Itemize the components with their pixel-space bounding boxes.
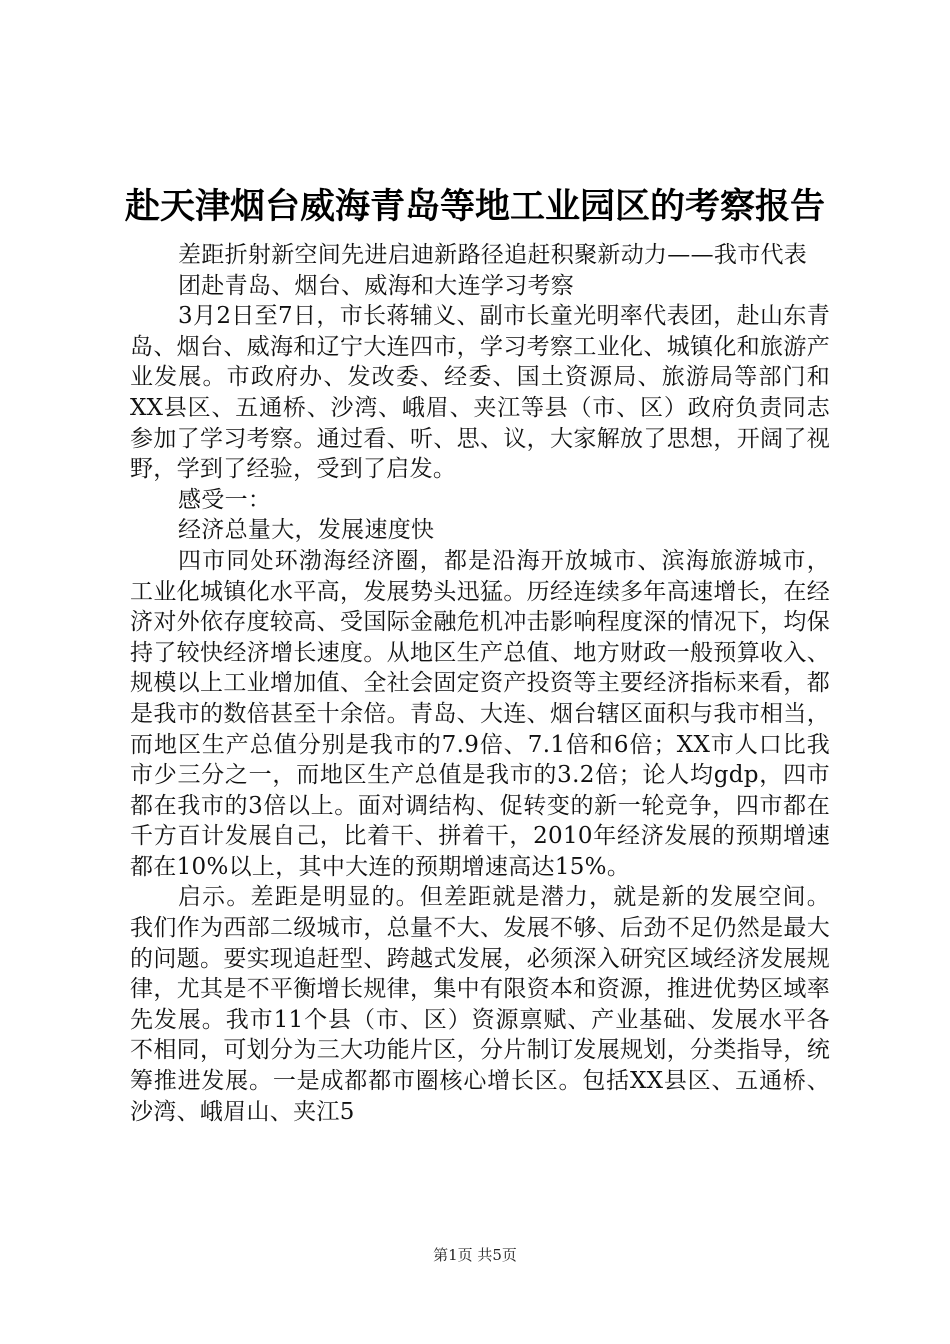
section-heading: 感受一： <box>178 486 272 513</box>
page-footer: 第1页 共5页 <box>433 1246 517 1264</box>
economy-paragraph: 四市同处环渤海经济圈，都是沿海开放城市、滨海旅游城市，工业化城镇化水平高，发展势头迅猛。历经连续多年高速增长，在经济对外依存度较高、受国际金融危机冲击影响程度深的情况下，均保持了较快经济增长速度。从地区生产总值、地方财政一般预算收入、规模以上工业增加值、全社会固定资产投资等主要经济指标来看，都是我市的数倍甚至十余倍。青岛、大连、烟台辖区面积与我市相当，而地区生产总值分别是我市的7.9倍、7.1倍和6倍；XX市人口比我市少三分之一，而地区生产总值是我市的3.2倍；论人均gdp，四市都在我市的3倍以上。面对调结构、促转变的新一轮竞争，四市都在千方百计发展自己，比着干、拼着干，2010年经济发展的预期增速都在10%以上，其中大连的预期增速高达15%。 <box>130 547 830 880</box>
subtitle-continuation: 团赴青岛、烟台、威海和大连学习考察 <box>178 272 575 299</box>
document-body <box>130 240 830 1127</box>
insight-paragraph: 启示。差距是明显的。但差距就是潜力，就是新的发展空间。我们作为西部二级城市，总量不大、发展不够、后劲不足仍然是最大的问题。要实现追赶型、跨越式发展，必须深入研究区域经济发展规律，尤其是不平衡增长规律，集中有限资本和资源，推进优势区域率先发展。我市11个县（市、区）资源禀赋、产业基础、发展水平各不相同，可划分为三大功能片区，分片制订发展规划，分类指导，统筹推进发展。一是成都都市圈核心增长区。包括XX县区、五通桥、沙湾、峨眉山、夹江5 <box>130 884 830 1125</box>
section-subheading: 经济总量大，发展速度快 <box>178 517 435 544</box>
intro-paragraph: 3月2日至7日，市长蒋辅义、副市长童光明率代表团，赴山东青岛、烟台、威海和辽宁大连四市，学习考察工业化、城镇化和旅游产业发展。市政府办、发改委、经委、国土资源局、旅游局等部门和XX县区、五通桥、沙湾、峨眉、夹江等县（市、区）政府负责同志参加了学习考察。通过看、听、思、议，大家解放了思想，开阔了视野，学到了经验，受到了启发。 <box>130 303 830 483</box>
subtitle-paragraph: 差距折射新空间先进启迪新路径追赶积聚新动力——我市代表 <box>178 242 808 268</box>
document-title: 赴天津烟台威海青岛等地工业园区的考察报告 <box>124 186 825 227</box>
